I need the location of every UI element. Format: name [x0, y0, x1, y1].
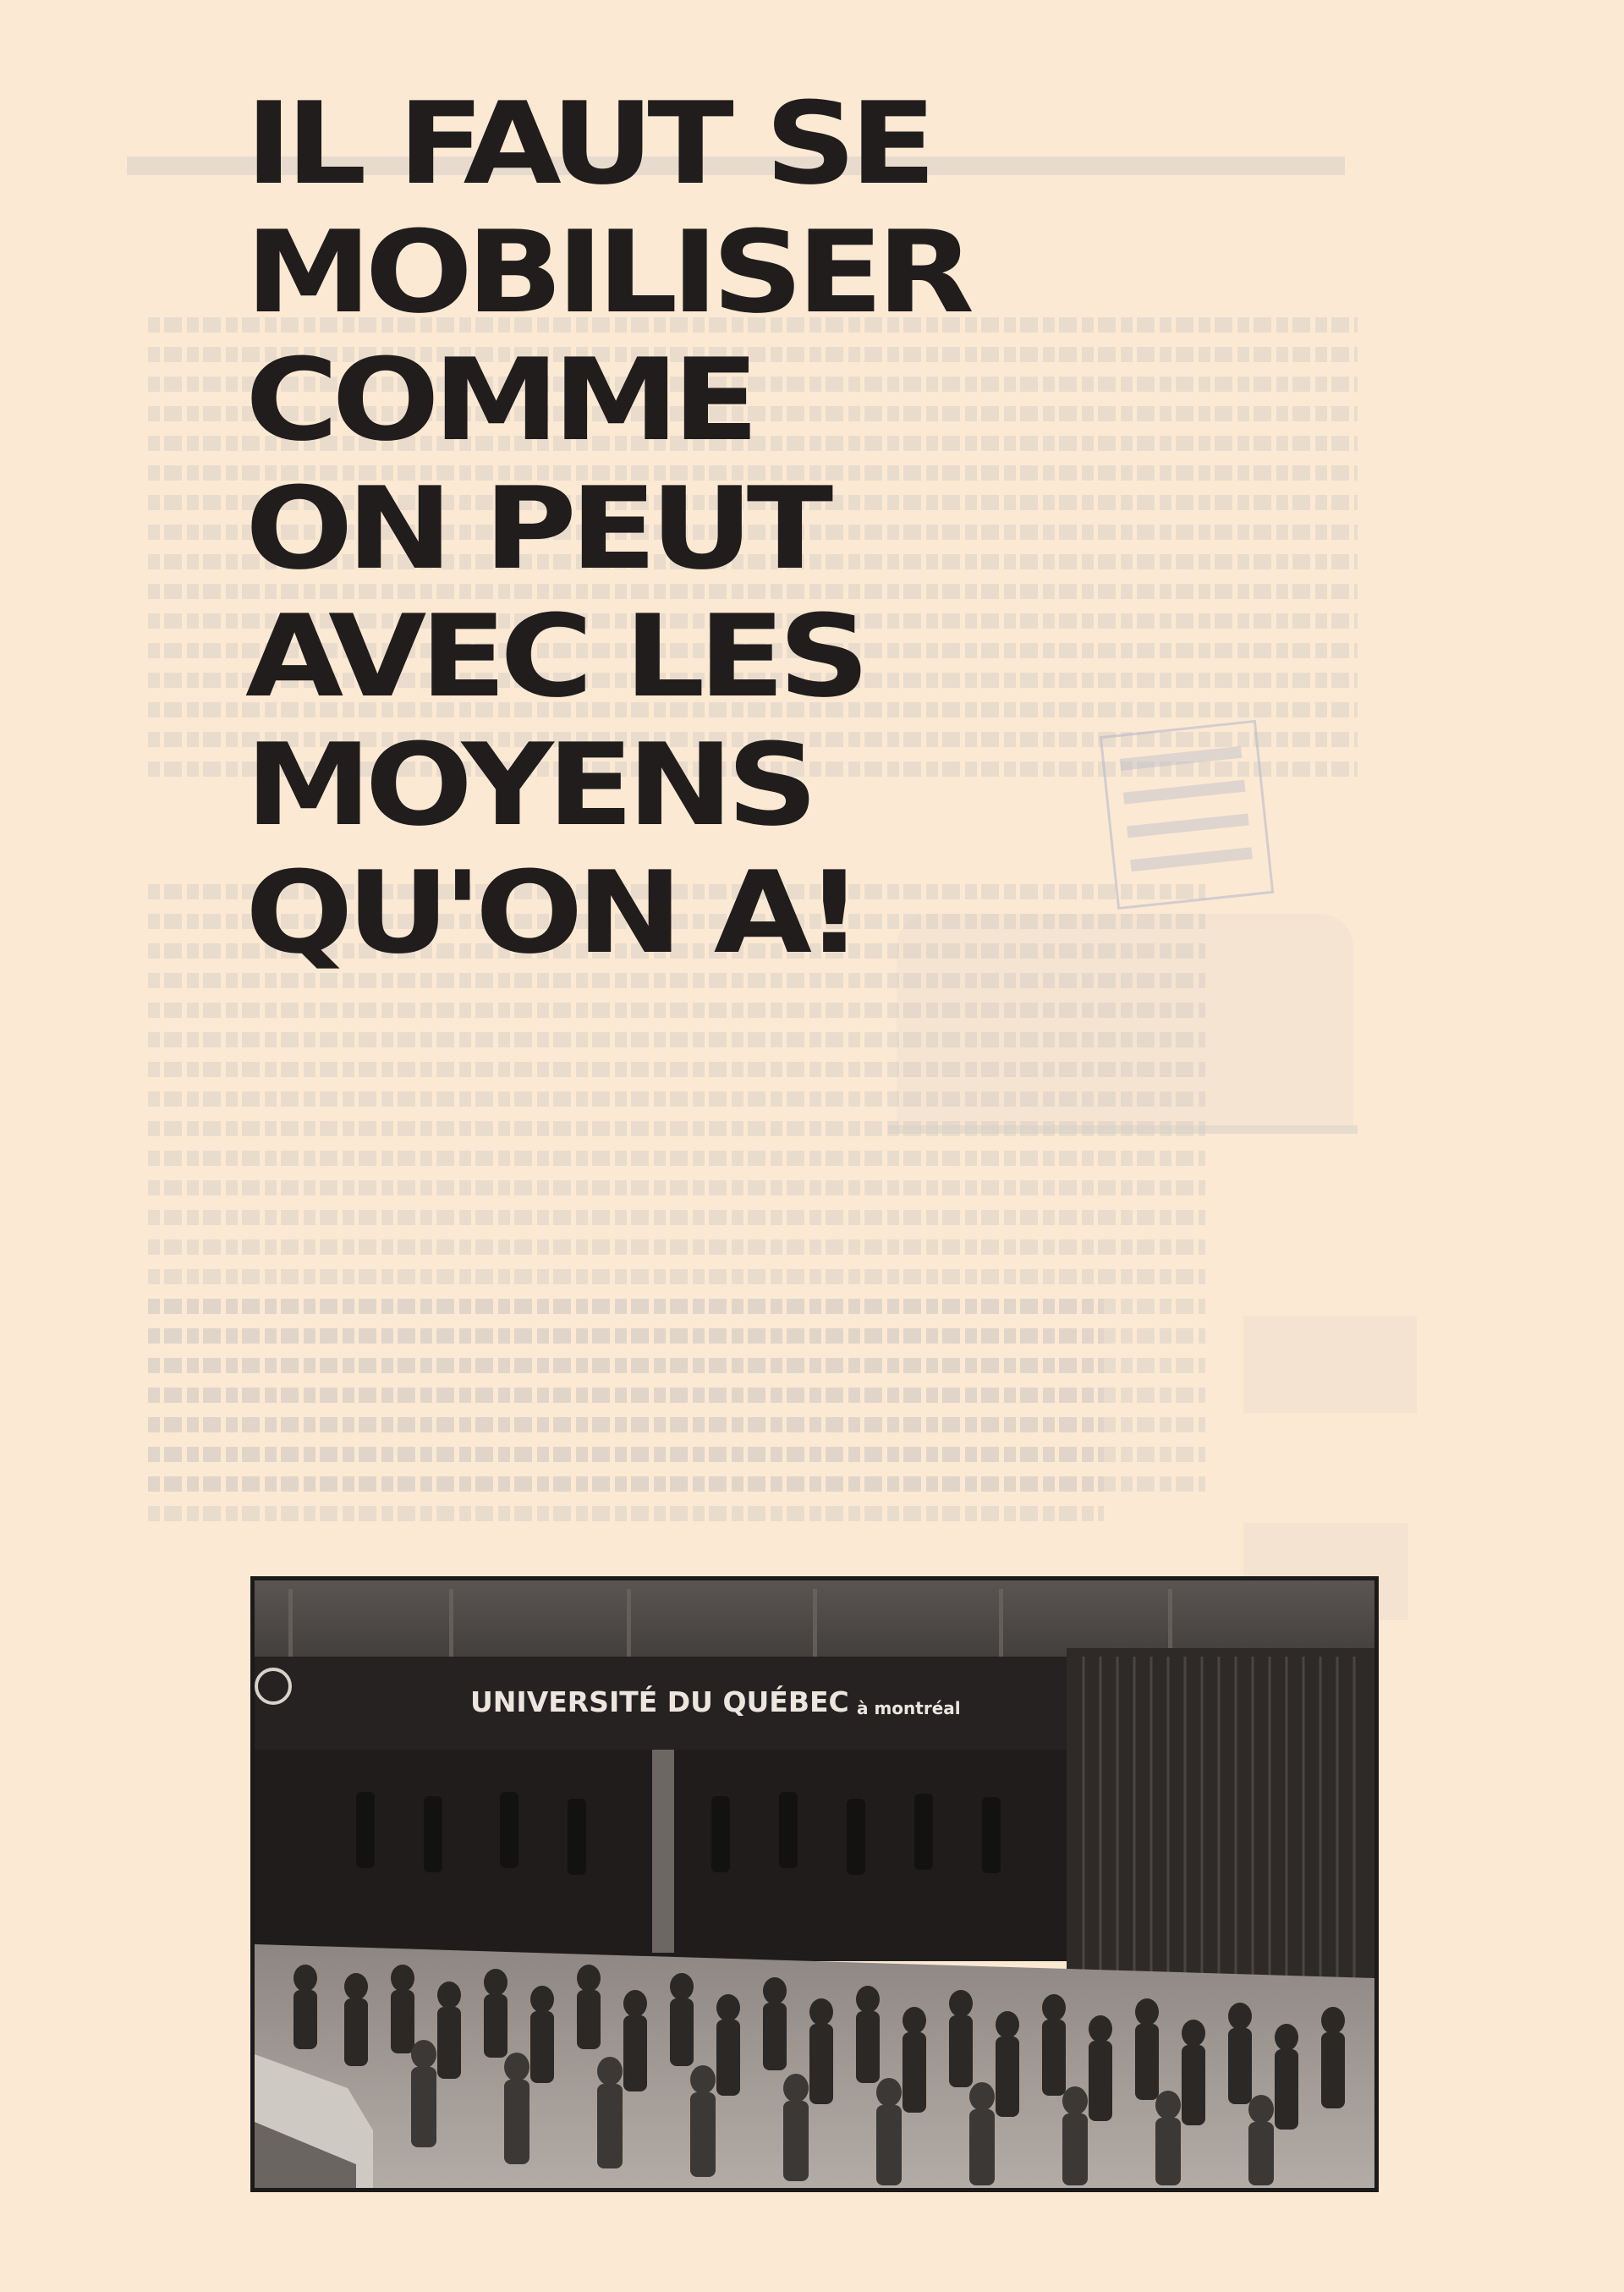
headline-line-5: AVEC LES	[245, 591, 864, 723]
photo-image	[255, 1580, 1374, 2188]
headline-line-1: IL FAUT SE	[245, 78, 930, 210]
protest-photo	[250, 1576, 1379, 2192]
sign-suffix: à montréal	[857, 1698, 961, 1718]
ghost-side-word-1	[1243, 1316, 1417, 1413]
ghost-body-text-3	[148, 1299, 1104, 1536]
headline-line-2: MOBILISER	[245, 206, 968, 338]
sign-text: UNIVERSITÉ DU QUÉBEC	[470, 1685, 849, 1718]
headline-line-6: MOYENS	[245, 718, 812, 851]
pillar	[652, 1750, 674, 1953]
headline-line-4: ON PEUT	[245, 462, 827, 595]
headline-line-3: COMME	[245, 334, 753, 466]
headline-line-7: QU'ON A!	[245, 847, 857, 979]
headline	[245, 80, 1495, 978]
